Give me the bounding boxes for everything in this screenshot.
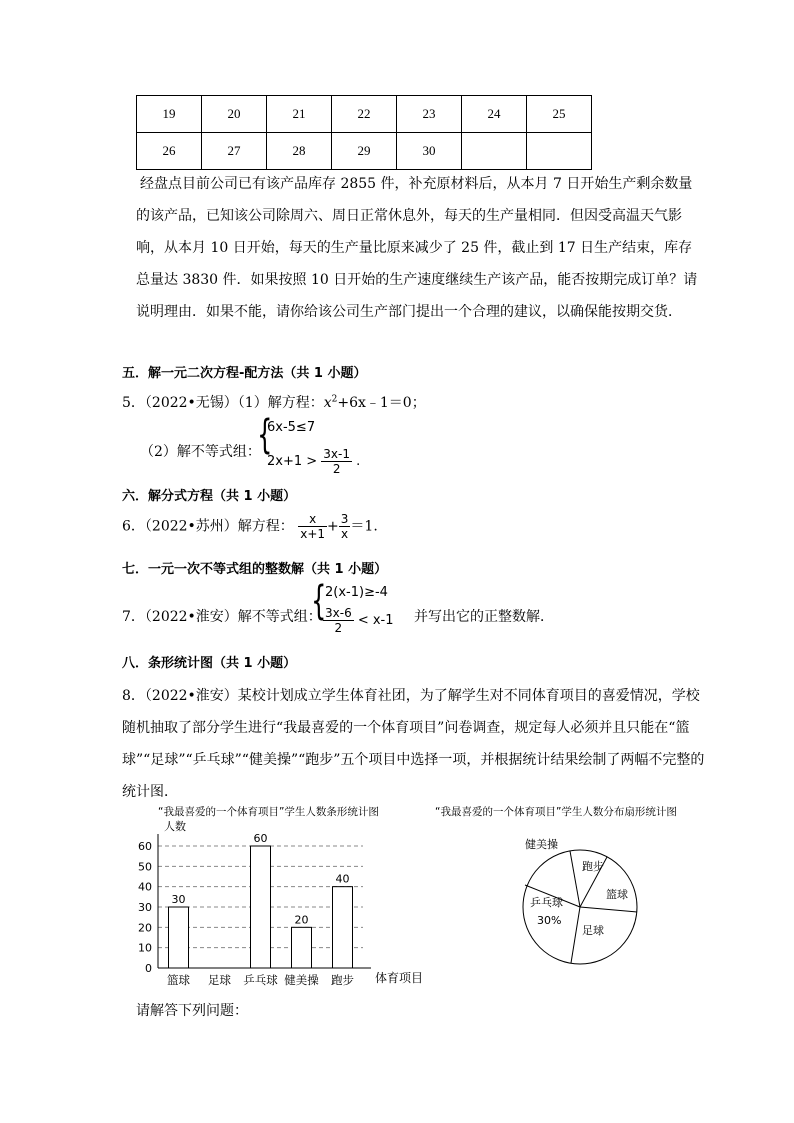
y-tick-label: 0: [145, 962, 152, 975]
bar-data-label: 30: [171, 893, 186, 906]
pie-divider: [571, 907, 580, 963]
q5-ineq1: 6x-5≤7: [267, 420, 316, 435]
section-8-heading: 八．条形统计图（共 1 小题）: [122, 656, 297, 671]
q6-frac1-num: x: [298, 512, 327, 527]
pie-divider: [570, 851, 580, 907]
y-tick-label: 30: [138, 901, 152, 914]
q4-paragraph: 经盘点目前公司已有该产品库存 2855 件，补充原材料后，从本月 7 日开始生产剩余数量的该产品，已知该公司除周六、周日正常休息外，每天的生产量相同．但因受高温天气影响，从本月 10 日开始，每天的生产量比原来减少了 25 件，截止到 17 日生产结束，库存总量达 3830 件．如果按照 10 日开始的生产速度继续生产该产品，能否按期完成订单？请说明理由．如果不能，请你给该公司生产部门提出一个合理的建议，以确保能按期交货．: [136, 176, 698, 320]
table-cell: 20: [202, 96, 267, 133]
q5-frac-den: 2: [332, 462, 341, 476]
bar-data-label: 60: [253, 832, 268, 845]
table-cell: 25: [527, 96, 592, 133]
q7-frac-num: 3x-6: [325, 606, 352, 620]
table-cell: 22: [332, 96, 397, 133]
pie-divider: [580, 907, 637, 912]
q7-prefix: 7．（2022•淮安）解不等式组：: [122, 609, 322, 625]
x-tick-label: 健美操: [284, 973, 319, 987]
q7-ineq1: 2(x-1)≥-4: [325, 585, 388, 600]
section-7-heading: 七．一元一次不等式组的整数解（共 1 小题）: [122, 562, 388, 577]
table-cell: 26: [137, 133, 202, 170]
q5-line1: [122, 392, 426, 412]
q6-prefix: 6．（2022•苏州）解方程：: [122, 518, 294, 535]
bar-chart-y-ticks: [138, 840, 152, 975]
bar-chart-title: “我最喜爱的一个体育项目”学生人数条形统计图: [158, 806, 379, 818]
table-cell: 19: [137, 96, 202, 133]
q6-equals: ＝1.: [350, 518, 378, 535]
y-tick-label: 60: [138, 840, 152, 853]
q5-ineq2: [267, 447, 360, 476]
pie-chart-title: “我最喜爱的一个体育项目”学生人数分布扇形统计图: [435, 806, 677, 818]
q5-brace: {: [257, 412, 273, 458]
q6-frac1-den: x+1: [300, 527, 326, 541]
q7-fraction: [323, 606, 354, 635]
q6-frac2-num: 3: [340, 512, 349, 526]
q8-text: 8．（2022•淮安）某校计划成立学生体育社团，为了解学生对不同体育项目的喜爱情况，学校随机抽取了部分学生进行“我最喜爱的一个体育项目”问卷调查，规定每人必须并且只能在“篮球”“足球”“乒乓球”“健美操”“跑步”五个项目中选择一项，并根据统计结果绘制了两幅不完整的统计图．: [122, 688, 705, 800]
table-cell: [527, 133, 592, 170]
y-tick-label: 40: [138, 880, 152, 894]
q6-fraction-2: [339, 512, 351, 541]
q5-prefix: 5．（2022•无锡）（1）解方程：: [122, 395, 324, 411]
q7-ineq2-right: < x-1: [357, 613, 394, 628]
pie-label-basketball: 篮球: [606, 888, 628, 901]
table-row: [137, 96, 592, 133]
q7-ineq2: [323, 606, 394, 635]
y-axis-label: 人数: [164, 820, 186, 833]
q6-fraction-1: [298, 512, 327, 541]
bar: [251, 846, 271, 968]
bar: [169, 907, 189, 968]
table-cell: 24: [462, 96, 527, 133]
y-tick-label: 10: [138, 941, 152, 955]
q5-part2-label: （2）解不等式组：: [140, 444, 261, 460]
bar-data-label: 20: [294, 913, 309, 927]
q7-suffix: 并写出它的正整数解．: [414, 609, 554, 625]
bar-chart: [118, 800, 448, 990]
x-tick-label: 足球: [208, 973, 231, 987]
table-row: [137, 133, 592, 170]
q6-line: [122, 512, 378, 541]
y-tick-label: 20: [138, 921, 152, 935]
pie-pct-table-tennis: 30%: [537, 914, 562, 927]
table-cell: 27: [202, 133, 267, 170]
x-tick-label: 篮球: [167, 973, 190, 987]
bar-data-label: 40: [335, 872, 350, 886]
table-cell: 28: [267, 133, 332, 170]
q5-eq-rest: +6x﹣1＝0；: [337, 395, 426, 411]
section-6-heading: 六．解分式方程（共 1 小题）: [122, 489, 297, 504]
q5-eq-x: x: [323, 395, 332, 411]
table-cell: 23: [397, 96, 462, 133]
q7-brace: {: [311, 578, 327, 624]
x-axis-label: 体育项目: [375, 971, 424, 985]
q5-ineq2-left: 2x+1 >: [267, 454, 318, 469]
table-cell: 21: [267, 96, 332, 133]
x-tick-label: 乒乓球: [243, 973, 278, 987]
q7-frac-den: 2: [334, 621, 343, 635]
bar: [333, 887, 353, 968]
pie-label-running: 跑步: [582, 860, 604, 873]
pie-label-aerobics: 健美操: [525, 838, 558, 851]
q5-ineq2-end: .: [356, 454, 361, 469]
table-cell: 29: [332, 133, 397, 170]
section-5-heading: 五．解一元二次方程-配方法（共 1 小题）: [122, 366, 367, 381]
q6-plus: +: [327, 518, 339, 535]
x-tick-label: 跑步: [331, 973, 354, 987]
pie-chart: [430, 800, 720, 980]
q8-closing: 请解答下列问题：: [136, 1003, 248, 1019]
q5-fraction: [321, 447, 352, 476]
pie-label-football: 足球: [582, 924, 604, 937]
calendar-table: [136, 95, 592, 170]
q6-frac2-den: x: [341, 527, 349, 541]
q5-eq-sup: 2: [331, 394, 338, 405]
table-cell: [462, 133, 527, 170]
bar: [292, 927, 312, 968]
q5-frac-num: 3x-1: [323, 447, 350, 461]
bar-chart-categories: [167, 973, 354, 987]
y-tick-label: 50: [138, 860, 152, 874]
pie-label-table-tennis: 乒乓球: [530, 896, 563, 909]
table-cell: 30: [397, 133, 462, 170]
